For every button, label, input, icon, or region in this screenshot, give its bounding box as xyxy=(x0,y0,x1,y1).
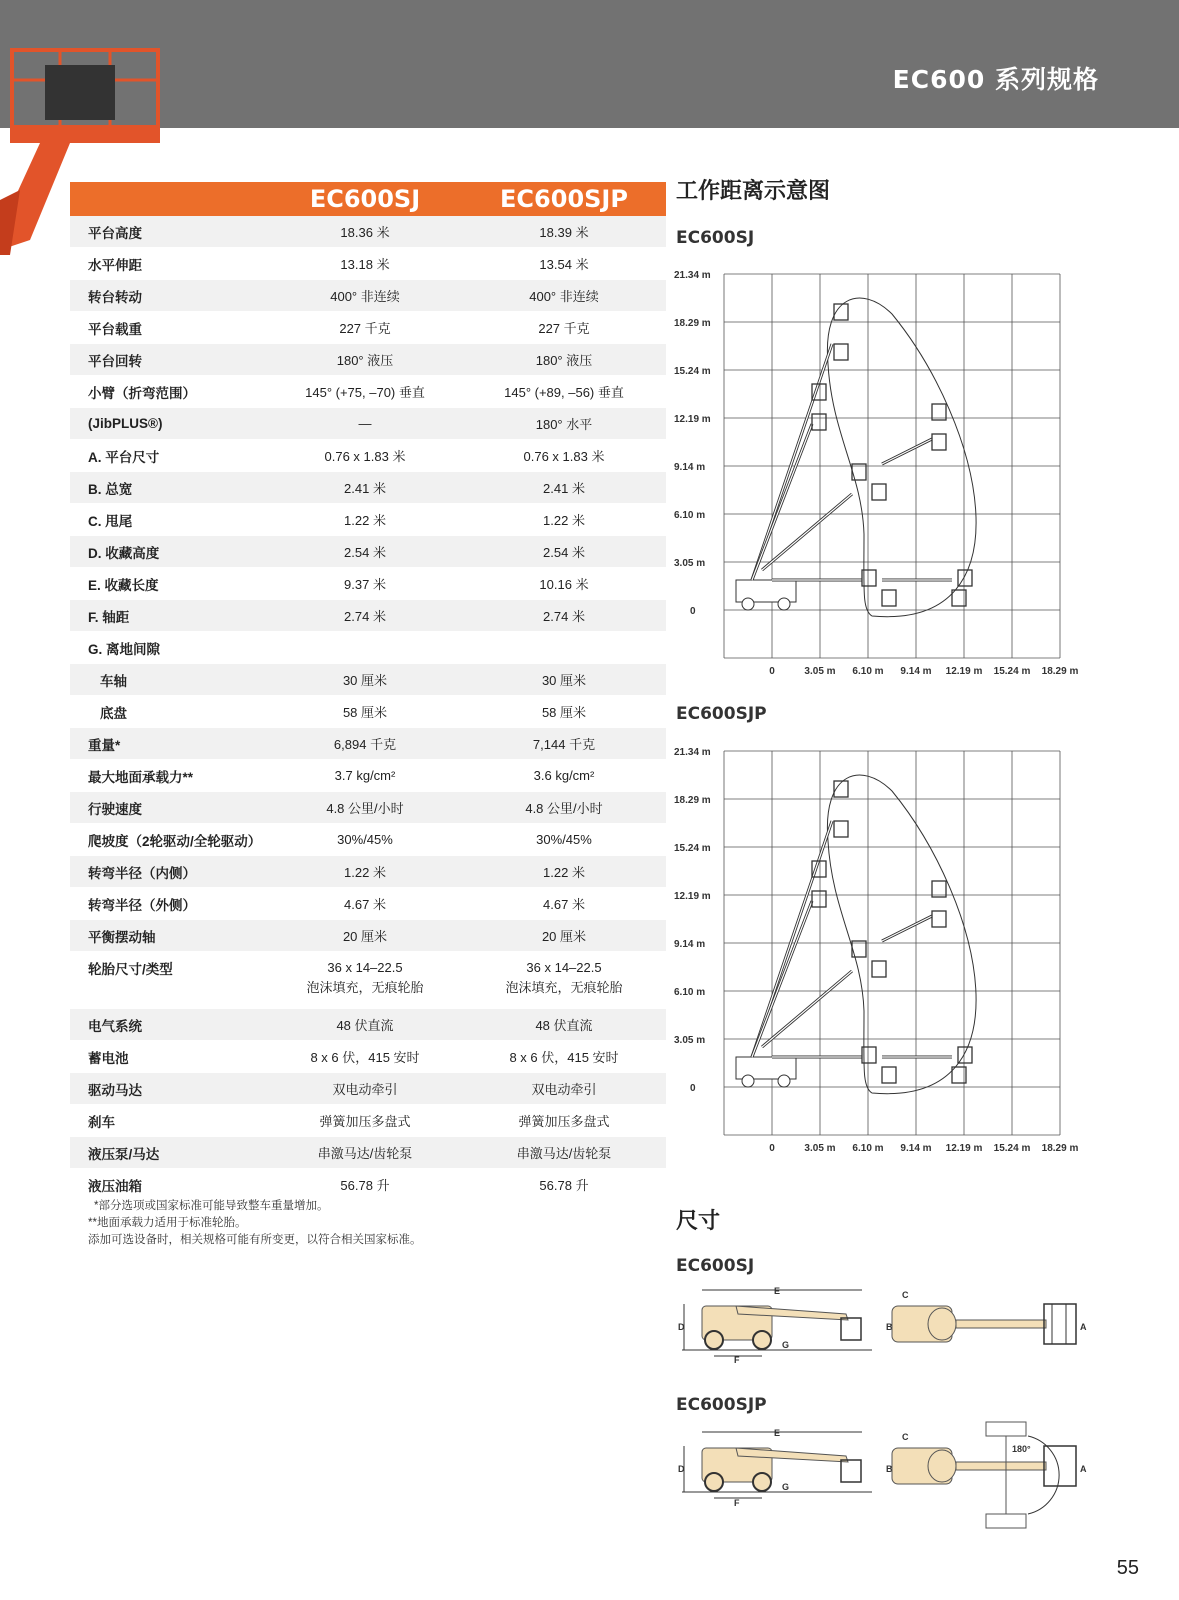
row-label: B. 总宽 xyxy=(70,472,268,504)
table-row xyxy=(70,696,666,728)
platform-basket xyxy=(882,590,896,606)
dim-letter-f: F xyxy=(734,1498,740,1508)
value-ec600sj: 9.37 米 xyxy=(268,568,462,600)
y-tick-label: 12.19 m xyxy=(674,414,711,425)
table-row xyxy=(70,1137,666,1169)
table-row xyxy=(70,632,666,664)
page-title: EC600 系列规格 xyxy=(892,65,1099,94)
row-label: 转台转动 xyxy=(70,280,268,312)
value-ec600sjp: 2.41 米 xyxy=(462,472,666,504)
value-ec600sj: 0.76 x 1.83 米 xyxy=(268,440,462,472)
value-ec600sj: 4.8 公里/小时 xyxy=(268,792,462,824)
platform-basket xyxy=(812,414,826,430)
value-ec600sjp: 1.22 米 xyxy=(462,504,666,536)
dim-letter-e: E xyxy=(774,1286,781,1296)
table-row xyxy=(70,888,666,920)
table-header-ec600sjp: EC600SJP xyxy=(462,182,666,216)
value-ec600sj xyxy=(268,952,462,1009)
y-tick-label: 6.10 m xyxy=(674,987,706,998)
row-label: 小臂（折弯范围） xyxy=(70,376,268,408)
value-ec600sj: 400° 非连续 xyxy=(268,280,462,312)
y-tick-label: 12.19 m xyxy=(674,891,711,902)
row-label: D. 收藏高度 xyxy=(70,536,268,568)
dims-section-title: 尺寸 xyxy=(676,1208,721,1233)
platform-basket xyxy=(932,881,946,897)
value-ec600sj: 1.22 米 xyxy=(268,504,462,536)
value-ec600sj: 145° (+75, –70) 垂直 xyxy=(268,376,462,408)
row-label: 电气系统 xyxy=(70,1009,268,1041)
platform-basket xyxy=(872,484,886,500)
table-row xyxy=(70,312,666,344)
page-number: 55 xyxy=(1116,1557,1139,1579)
x-tick-label: 3.05 m xyxy=(804,1143,836,1154)
value-line: 泡沫填充，无痕轮胎 xyxy=(306,980,424,995)
y-tick-label: 21.34 m xyxy=(674,747,711,758)
y-tick-label: 3.05 m xyxy=(674,558,706,569)
wheel xyxy=(742,1075,754,1087)
table-row xyxy=(70,536,666,568)
row-label: 平台高度 xyxy=(70,216,268,248)
dims-diagram-ec600sjp xyxy=(676,1420,1096,1530)
spec-table-body xyxy=(70,216,666,1201)
value-ec600sjp: 30%/45% xyxy=(462,824,666,856)
dim-letter-f: F xyxy=(734,1355,740,1364)
value-ec600sjp: 1.22 米 xyxy=(462,856,666,888)
boom-highlight xyxy=(752,424,812,580)
x-tick-label: 18.29 m xyxy=(1041,666,1079,677)
value-ec600sjp: 2.54 米 xyxy=(462,536,666,568)
value-ec600sj: 30%/45% xyxy=(268,824,462,856)
table-row xyxy=(70,504,666,536)
value-ec600sjp: 145° (+89, –56) 垂直 xyxy=(462,376,666,408)
range-section-title: 工作距离示意图 xyxy=(676,178,831,203)
value-ec600sj: 双电动牵引 xyxy=(268,1073,462,1105)
y-tick-label: 9.14 m xyxy=(674,939,706,950)
range-chart-ec600sjp xyxy=(672,739,1092,1169)
value-ec600sj: 13.18 米 xyxy=(268,248,462,280)
dim-letter-c: C xyxy=(902,1290,909,1300)
value-ec600sj: 20 厘米 xyxy=(268,920,462,952)
platform-basket xyxy=(882,1067,896,1083)
row-label: 重量* xyxy=(70,728,268,760)
boom-highlight xyxy=(882,916,932,941)
page-header xyxy=(0,0,1179,128)
row-label: 轮胎尺寸/类型 xyxy=(70,952,268,1009)
table-header-row xyxy=(70,182,666,216)
value-ec600sjp: 30 厘米 xyxy=(462,664,666,696)
value-ec600sj: 1.22 米 xyxy=(268,856,462,888)
value-ec600sjp: 串激马达/齿轮泵 xyxy=(462,1137,666,1169)
value-ec600sjp: 2.74 米 xyxy=(462,600,666,632)
value-ec600sjp: 48 伏直流 xyxy=(462,1009,666,1041)
x-tick-label: 18.29 m xyxy=(1041,1143,1079,1154)
table-row xyxy=(70,952,666,1009)
value-ec600sj: 3.7 kg/cm² xyxy=(268,760,462,792)
row-label: 平台回转 xyxy=(70,344,268,376)
table-row xyxy=(70,440,666,472)
x-tick-label: 9.14 m xyxy=(900,666,932,677)
platform-basket xyxy=(834,344,848,360)
value-ec600sj: 2.41 米 xyxy=(268,472,462,504)
value-ec600sj: 180° 液压 xyxy=(268,344,462,376)
row-label: E. 收藏长度 xyxy=(70,568,268,600)
value-ec600sjp xyxy=(462,952,666,1009)
x-tick-label: 12.19 m xyxy=(945,666,983,677)
top-view xyxy=(886,1290,1087,1344)
row-label: C. 甩尾 xyxy=(70,504,268,536)
value-ec600sj: 弹簧加压多盘式 xyxy=(268,1105,462,1137)
table-row xyxy=(70,568,666,600)
row-label: 爬坡度（2轮驱动/全轮驱动） xyxy=(70,824,268,856)
x-tick-label: 6.10 m xyxy=(852,1143,884,1154)
value-ec600sjp: 4.8 公里/小时 xyxy=(462,792,666,824)
x-tick-label: 9.14 m xyxy=(900,1143,932,1154)
value-ec600sj: 串激马达/齿轮泵 xyxy=(268,1137,462,1169)
boom-highlight xyxy=(762,971,852,1047)
table-header-blank xyxy=(70,182,268,216)
value-line: 36 x 14–22.5 xyxy=(526,960,602,975)
table-row xyxy=(70,1009,666,1041)
range-model-label-2: EC600SJP xyxy=(676,704,767,724)
side-view xyxy=(678,1428,872,1508)
dim-letter-d: D xyxy=(678,1322,685,1332)
row-label: A. 平台尺寸 xyxy=(70,440,268,472)
x-tick-label: 0 xyxy=(769,666,775,677)
dims-model-label-2: EC600SJP xyxy=(676,1395,767,1415)
table-row xyxy=(70,1169,666,1201)
value-ec600sjp: 180° 水平 xyxy=(462,408,666,440)
footnotes xyxy=(88,1198,422,1249)
row-label: 驱动马达 xyxy=(70,1073,268,1105)
table-row xyxy=(70,344,666,376)
y-tick-label: 3.05 m xyxy=(674,1035,706,1046)
value-ec600sjp: 3.6 kg/cm² xyxy=(462,760,666,792)
dims-diagram-ec600sj xyxy=(676,1284,1096,1364)
table-row xyxy=(70,280,666,312)
y-tick-label: 15.24 m xyxy=(674,843,711,854)
work-envelope xyxy=(827,775,976,1094)
footnote: **地面承载力适用于标准轮胎。 xyxy=(88,1217,247,1229)
value-ec600sj: 2.74 米 xyxy=(268,600,462,632)
range-model-label-1: EC600SJ xyxy=(676,228,755,248)
value-ec600sj: 48 伏直流 xyxy=(268,1009,462,1041)
dim-letter-d: D xyxy=(678,1464,685,1474)
row-label: F. 轴距 xyxy=(70,600,268,632)
row-label: G. 离地间隙 xyxy=(70,632,268,664)
y-tick-label: 6.10 m xyxy=(674,510,706,521)
row-label: 行驶速度 xyxy=(70,792,268,824)
value-ec600sj: 227 千克 xyxy=(268,312,462,344)
table-row xyxy=(70,472,666,504)
row-label: 刹车 xyxy=(70,1105,268,1137)
y-tick-label: 18.29 m xyxy=(674,795,711,806)
value-ec600sjp: 10.16 米 xyxy=(462,568,666,600)
table-row xyxy=(70,1105,666,1137)
value-ec600sj: 30 厘米 xyxy=(268,664,462,696)
value-ec600sjp: 13.54 米 xyxy=(462,248,666,280)
wheel xyxy=(778,598,790,610)
row-label: 蓄电池 xyxy=(70,1041,268,1073)
value-ec600sj: 56.78 升 xyxy=(268,1169,462,1201)
row-label: 转弯半径（内侧） xyxy=(70,856,268,888)
y-tick-label: 9.14 m xyxy=(674,462,706,473)
platform-basket xyxy=(932,434,946,450)
row-label: 平台载重 xyxy=(70,312,268,344)
wheel xyxy=(778,1075,790,1087)
dim-letter-a: A xyxy=(1080,1322,1087,1332)
value-ec600sjp: 180° 液压 xyxy=(462,344,666,376)
table-row xyxy=(70,824,666,856)
value-ec600sjp: 0.76 x 1.83 米 xyxy=(462,440,666,472)
row-label: 车轴 xyxy=(70,664,268,696)
table-row xyxy=(70,760,666,792)
dim-letter-g: G xyxy=(782,1482,790,1492)
x-tick-label: 12.19 m xyxy=(945,1143,983,1154)
table-row xyxy=(70,376,666,408)
value-ec600sj: 2.54 米 xyxy=(268,536,462,568)
table-header-ec600sj: EC600SJ xyxy=(268,182,462,216)
row-label: 液压油箱 xyxy=(70,1169,268,1201)
table-row xyxy=(70,1073,666,1105)
value-line: 泡沫填充，无痕轮胎 xyxy=(505,980,623,995)
top-view xyxy=(886,1422,1087,1528)
row-label: 水平伸距 xyxy=(70,248,268,280)
value-ec600sjp: 58 厘米 xyxy=(462,696,666,728)
x-tick-label: 6.10 m xyxy=(852,666,884,677)
platform-basket xyxy=(932,911,946,927)
dim-letter-c: C xyxy=(902,1432,909,1442)
row-label: 底盘 xyxy=(70,696,268,728)
row-label: 平衡摆动轴 xyxy=(70,920,268,952)
value-ec600sjp: 7,144 千克 xyxy=(462,728,666,760)
value-ec600sj: 6,894 千克 xyxy=(268,728,462,760)
footnote: *部分选项或国家标准可能导致整车重量增加。 xyxy=(94,1200,329,1212)
value-ec600sj: 4.67 米 xyxy=(268,888,462,920)
boom-highlight xyxy=(882,439,932,464)
dims-model-label-1: EC600SJ xyxy=(676,1256,755,1276)
value-ec600sjp: 20 厘米 xyxy=(462,920,666,952)
platform-basket xyxy=(872,961,886,977)
value-ec600sjp: 双电动牵引 xyxy=(462,1073,666,1105)
dim-letter-e: E xyxy=(774,1428,781,1438)
y-tick-label: 18.29 m xyxy=(674,318,711,329)
value-ec600sj: 8 x 6 伏，415 安时 xyxy=(268,1041,462,1073)
table-row xyxy=(70,216,666,248)
platform-basket xyxy=(834,821,848,837)
value-ec600sj: — xyxy=(268,408,462,440)
footnote: 添加可选设备时，相关规格可能有所变更，以符合相关国家标准。 xyxy=(88,1234,422,1246)
side-view xyxy=(678,1286,872,1364)
y-tick-label: 21.34 m xyxy=(674,270,711,281)
dim-letter-b: B xyxy=(886,1464,893,1474)
table-row xyxy=(70,600,666,632)
x-tick-label: 0 xyxy=(769,1143,775,1154)
x-tick-label: 3.05 m xyxy=(804,666,836,677)
y-tick-label: 15.24 m xyxy=(674,366,711,377)
row-label: 液压泵/马达 xyxy=(70,1137,268,1169)
value-ec600sjp: 弹簧加压多盘式 xyxy=(462,1105,666,1137)
value-ec600sjp: 18.39 米 xyxy=(462,216,666,248)
table-row xyxy=(70,1041,666,1073)
table-row xyxy=(70,792,666,824)
value-ec600sjp: 400° 非连续 xyxy=(462,280,666,312)
y-tick-label: 0 xyxy=(690,1083,696,1094)
table-row xyxy=(70,920,666,952)
value-ec600sjp: 227 千克 xyxy=(462,312,666,344)
table-row xyxy=(70,248,666,280)
dim-letter-b: B xyxy=(886,1322,893,1332)
value-ec600sj: 58 厘米 xyxy=(268,696,462,728)
wheel xyxy=(742,598,754,610)
table-row xyxy=(70,408,666,440)
work-envelope xyxy=(827,298,976,617)
value-ec600sj xyxy=(268,632,462,664)
dim-letter-a: A xyxy=(1080,1464,1087,1474)
dim-letter-g: G xyxy=(782,1340,790,1350)
spec-table xyxy=(70,182,666,1201)
value-ec600sjp xyxy=(462,632,666,664)
range-chart-ec600sj xyxy=(672,262,1092,692)
value-ec600sjp: 8 x 6 伏，415 安时 xyxy=(462,1041,666,1073)
x-tick-label: 15.24 m xyxy=(993,666,1031,677)
value-ec600sjp: 4.67 米 xyxy=(462,888,666,920)
platform-basket xyxy=(812,891,826,907)
value-ec600sj: 18.36 米 xyxy=(268,216,462,248)
value-ec600sjp: 56.78 升 xyxy=(462,1169,666,1201)
row-label: 最大地面承载力** xyxy=(70,760,268,792)
row-label: (JibPLUS®) xyxy=(70,408,268,440)
table-row xyxy=(70,728,666,760)
table-row xyxy=(70,856,666,888)
value-line: 36 x 14–22.5 xyxy=(327,960,403,975)
y-tick-label: 0 xyxy=(690,606,696,617)
table-row xyxy=(70,664,666,696)
rotation-angle-label: 180° xyxy=(1012,1444,1031,1454)
boom-highlight xyxy=(762,494,852,570)
row-label: 转弯半径（外侧） xyxy=(70,888,268,920)
x-tick-label: 15.24 m xyxy=(993,1143,1031,1154)
boom-highlight xyxy=(752,901,812,1057)
